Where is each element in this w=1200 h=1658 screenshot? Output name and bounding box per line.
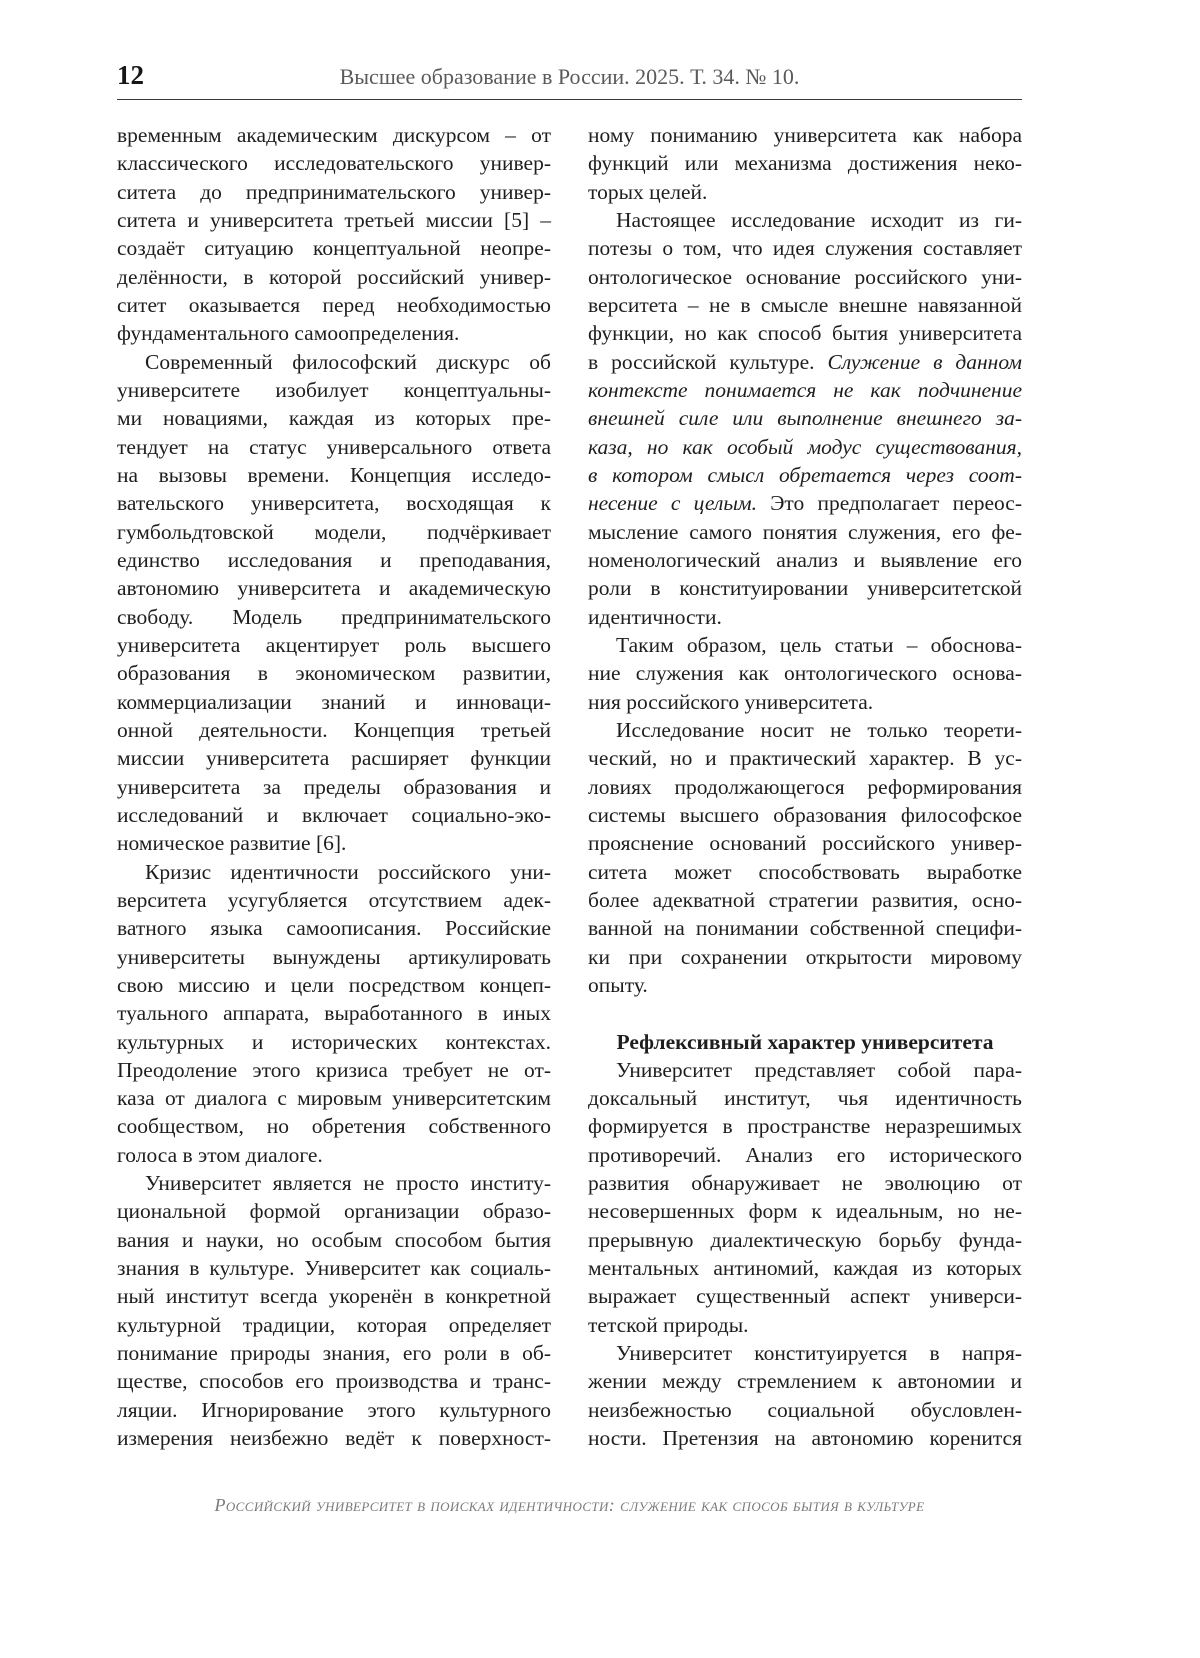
- text-line: мысление самого понятия служения, его фе-: [588, 519, 1022, 544]
- text-line: ловиях продолжающегося реформирования: [588, 774, 1022, 799]
- emphasized-text: каза, но как особый модус существования,: [588, 434, 1022, 459]
- text-line: выражает существенный аспект универси-: [588, 1284, 1022, 1309]
- text-line: свободу. Модель предпринимательского: [117, 604, 551, 629]
- text-line: ния российского университета.: [588, 689, 874, 714]
- text-line: опыту.: [588, 972, 648, 997]
- journal-citation: Высшее образование в России. 2025. Т. 34. № 10.: [339, 64, 800, 89]
- text-line: создаёт ситуацию концептуальной неопре-: [117, 236, 551, 261]
- text-line: Исследование носит не только теорети-: [616, 717, 1022, 742]
- emphasized-text: внешней силе или выполнение внешнего за-: [588, 406, 1022, 431]
- emphasized-text: несение с целым.: [588, 491, 757, 516]
- text-line: торых целей.: [588, 179, 708, 204]
- text-line: Настоящее исследование исходит из ги-: [616, 207, 1022, 232]
- text-line: делённости, в которой российский универ-: [117, 264, 551, 289]
- text-line: университета за пределы образования и: [117, 774, 551, 799]
- paragraph: [117, 121, 551, 348]
- text-line: циональной формой организации образо-: [117, 1199, 551, 1224]
- text-line: ситета до предпринимательского универ-: [117, 179, 551, 204]
- text-line: ляции. Игнорирование этого культурного: [117, 1397, 551, 1422]
- page-number: 12: [117, 60, 144, 90]
- text-line: жении между стремлением к автономии и: [588, 1369, 1022, 1394]
- paragraph: [588, 206, 1022, 631]
- emphasized-text: в котором смысл обретается через соот-: [588, 462, 1022, 487]
- text-line: университете изобилует концептуальны-: [117, 377, 551, 402]
- text-line: противоречий. Анализ его исторического: [588, 1142, 1022, 1167]
- text-line: прояснение оснований российского универ-: [588, 831, 1022, 856]
- text-line: голоса в этом диалоге.: [117, 1142, 323, 1167]
- text-line: более адекватной стратегии развития, осно-: [588, 887, 1022, 912]
- text-line: Университет конституируется в напря-: [616, 1341, 1022, 1366]
- text-line: онной деятельности. Концепция третьей: [117, 717, 551, 742]
- emphasized-text: контексте понимается не как подчинение: [588, 377, 1022, 402]
- text-line: единство исследования и преподавания,: [117, 547, 551, 572]
- text-line: тетской природы.: [588, 1312, 749, 1337]
- running-footer: Российский университет в поисках идентичности: служение как способ бытия в культуре: [214, 1495, 925, 1515]
- text-line: ному пониманию университета как набора: [588, 123, 1022, 147]
- text-line: ки при сохранении открытости мировому: [588, 944, 1022, 969]
- text-line: фундаментального самоопределения.: [117, 321, 460, 346]
- text-line: Преодоление этого кризиса требует не от-: [117, 1057, 551, 1082]
- text-line: номическое развитие [6].: [117, 831, 347, 856]
- text-line: [588, 461, 1022, 489]
- right-column: [588, 121, 1022, 1452]
- text-line: роли в конституировании университетской: [588, 576, 1022, 601]
- text-line: [588, 376, 1022, 404]
- text-line: Университет представляет собой пара-: [616, 1057, 1022, 1082]
- paragraph: [117, 858, 551, 1170]
- text-line: ситета может способствовать выработке: [588, 859, 1022, 884]
- text-line: системы высшего образования философское: [588, 802, 1022, 827]
- text-line: свою миссию и цели посредством концеп-: [117, 972, 551, 997]
- text-line: верситета – не в смысле внешне навязанной: [588, 292, 1022, 317]
- text-line: ный институт всегда укоренён в конкретной: [117, 1284, 551, 1309]
- text-line: функций или механизма достижения неко-: [588, 151, 1022, 176]
- text-line: ществе, способов его производства и транс-: [117, 1369, 551, 1394]
- text-line: знания в культуре. Университет как социаль-: [117, 1256, 551, 1281]
- text-line: [588, 433, 1022, 461]
- text-line: образования в экономическом развитии,: [117, 661, 551, 686]
- text-line: Кризис идентичности российского уни-: [145, 859, 551, 884]
- text-line: [588, 489, 1022, 517]
- paragraph: [588, 631, 1022, 716]
- text-line: ние служения как онтологического основа-: [588, 661, 1022, 686]
- text-line: формируется в пространстве неразрешимых: [588, 1114, 1022, 1139]
- paragraph: [588, 1056, 1022, 1339]
- paragraph: [588, 716, 1022, 999]
- text-line: несовершенных форм к идеальным, но не-: [588, 1199, 1022, 1224]
- text-line: на вызовы времени. Концепция исследо-: [117, 462, 551, 487]
- text-line: культурной традиции, которая определяет: [117, 1312, 551, 1337]
- header-rule: [117, 99, 1022, 100]
- text-line: измерения неизбежно ведёт к поверхност-: [117, 1426, 551, 1451]
- text-line: ности. Претензия на автономию коренится: [588, 1426, 1022, 1451]
- text-line: онтологическое основание российского уни-: [588, 264, 1022, 289]
- text-line: классического исследовательского универ-: [117, 151, 551, 176]
- text-line: автономию университета и академическую: [117, 576, 551, 601]
- text-line: миссии университета расширяет функции: [117, 746, 551, 771]
- text-line: потезы о том, что идея служения составляет: [588, 236, 1022, 261]
- text-line: туального аппарата, выработанного в иных: [117, 1001, 551, 1026]
- text-line: номенологический анализ и выявление его: [588, 547, 1022, 572]
- text-line: доксальный институт, чья идентичность: [588, 1086, 1022, 1111]
- text-line: ситет оказывается перед необходимостью: [117, 292, 551, 317]
- text-line: гумбольдтовской модели, подчёркивает: [117, 519, 551, 544]
- text-line: Таким образом, цель статьи – обоснова-: [616, 632, 1022, 657]
- text-line: временным академическим дискурсом – от: [117, 123, 551, 147]
- text-line: вания и науки, но особым способом бытия: [117, 1227, 551, 1252]
- text-line: развития обнаруживает не эволюцию от: [588, 1171, 1022, 1196]
- text-line: ческий, но и практический характер. В ус-: [588, 746, 1022, 771]
- text-line: прерывную диалектическую борьбу фунда-: [588, 1227, 1022, 1252]
- text-line: сообществом, но обретения собственного: [117, 1114, 551, 1139]
- text-line: Университет является не просто институ-: [145, 1171, 551, 1196]
- section-heading: Рефлексивный характер университета: [616, 1029, 994, 1054]
- text-line: понимание природы знания, его роли в об-: [117, 1341, 551, 1366]
- text-line: исследований и включает социально-эко-: [117, 802, 551, 827]
- text-line: [588, 348, 1022, 376]
- text-line: Современный философский дискурс об: [145, 349, 551, 374]
- left-column: [117, 121, 551, 1452]
- text-line: верситета усугубляется отсутствием адек-: [117, 887, 551, 912]
- text-run: в российской культуре.: [588, 349, 828, 374]
- text-line: идентичности.: [588, 604, 722, 629]
- text-line: университета акцентирует роль высшего: [117, 632, 551, 657]
- text-line: культурных и исторических контекстах.: [117, 1029, 551, 1054]
- text-line: каза от диалога с мировым университетским: [117, 1086, 551, 1111]
- paragraph: [117, 348, 551, 858]
- emphasized-text: Служение в данном: [827, 349, 1022, 374]
- text-line: тендует на статус универсального ответа: [117, 434, 551, 459]
- text-line: ситета и университета третьей миссии [5] –: [117, 207, 551, 232]
- text-line: коммерциализации знаний и инноваци-: [117, 689, 551, 714]
- text-line: ватного языка самоописания. Российские: [117, 916, 551, 941]
- paragraph: [117, 1169, 551, 1452]
- text-line: ментальных антиномий, каждая из которых: [588, 1256, 1022, 1281]
- text-line: вательского университета, восходящая к: [117, 491, 551, 516]
- text-line: ми новациями, каждая из которых пре-: [117, 406, 551, 431]
- paragraph: [588, 121, 1022, 206]
- text-line: ванной на понимании собственной специфи-: [588, 916, 1022, 941]
- text-line: неизбежностью социальной обусловлен-: [588, 1397, 1022, 1422]
- text-run: Это предполагает переос-: [756, 491, 1022, 516]
- text-line: функции, но как способ бытия университета: [588, 321, 1022, 346]
- text-line: [588, 404, 1022, 432]
- text-line: университеты вынуждены артикулировать: [117, 944, 551, 969]
- paragraph: [588, 1339, 1022, 1452]
